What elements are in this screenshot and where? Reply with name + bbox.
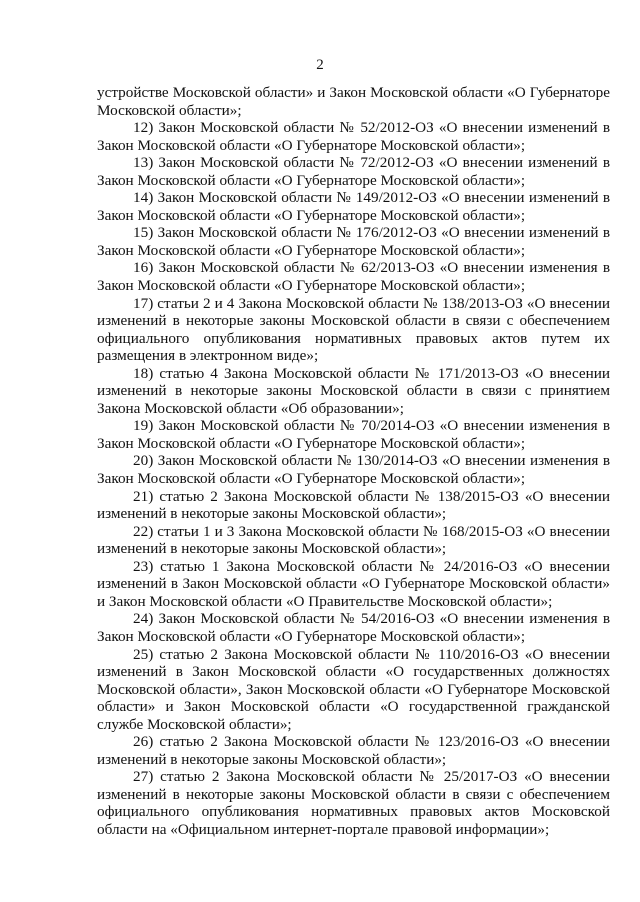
list-item-12: 12) Закон Московской области № 52/2012-ОЗ «О внесении изменений в Закон Московской области «О Губернаторе Московской области»; (97, 119, 610, 154)
list-item-20: 20) Закон Московской области № 130/2014-ОЗ «О внесении изменения в Закон Московской области «О Губернаторе Московской области»; (97, 452, 610, 488)
list-item-24: 24) Закон Московской области № 54/2016-ОЗ «О внесении изменения в Закон Московской области «О Губернаторе Московской области»; (97, 610, 610, 645)
list-item-19: 19) Закон Московской области № 70/2014-ОЗ «О внесении изменения в Закон Московской области «О Губернаторе Московской области»; (97, 417, 610, 452)
list-item-17: 17) статьи 2 и 4 Закона Московской области № 138/2013-ОЗ «О внесении изменений в некоторые законы Московской области в связи с обеспечением официального опубликования нормативных правовых актов путем их размещения в электронном виде»; (97, 294, 610, 365)
list-item-21: 21) статью 2 Закона Московской области № 138/2015-ОЗ «О внесении изменений в некоторые законы Московской области»; (97, 487, 610, 523)
list-item-26: 26) статью 2 Закона Московской области № 123/2016-ОЗ «О внесении изменений в некоторые законы Московской области»; (97, 733, 610, 768)
list-item-27: 27) статью 2 Закона Московской области № 25/2017-ОЗ «О внесении изменений в некоторые законы Московской области в связи с обеспечением официального опубликования нормативных правовых актов Московской области на «Официальном интернет-портале правовой информации»; (97, 768, 610, 838)
list-item-14: 14) Закон Московской области № 149/2012-ОЗ «О внесении изменений в Закон Московской области «О Губернаторе Московской области»; (97, 189, 610, 224)
list-item-16: 16) Закон Московской области № 62/2013-ОЗ «О внесении изменения в Закон Московской области «О Губернаторе Московской области»; (97, 259, 610, 295)
list-item-23: 23) статью 1 Закона Московской области № 24/2016-ОЗ «О внесении изменений в Закон Московской области «О Губернаторе Московской области» и Закон Московской области «О Правительстве Московской области»; (97, 557, 610, 610)
list-item-13: 13) Закон Московской области № 72/2012-ОЗ «О внесении изменений в Закон Московской области «О Губернаторе Московской области»; (97, 154, 610, 189)
page-number: 2 (316, 57, 324, 73)
list-item-25: 25) статью 2 Закона Московской области № 110/2016-ОЗ «О внесении изменений в Закон Московской области «О государственных должностях Московской области», Закон Московской области «О Губернаторе Московской области» и Закон Московской области «О государственной гражданской службе Московской области»; (97, 645, 610, 733)
list-item-15: 15) Закон Московской области № 176/2012-ОЗ «О внесении изменений в Закон Московской области «О Губернаторе Московской области»; (97, 224, 610, 259)
list-item-22: 22) статьи 1 и 3 Закона Московской области № 168/2015-ОЗ «О внесении изменений в некоторые законы Московской области»; (97, 522, 610, 558)
list-item-18: 18) статью 4 Закона Московской области № 171/2013-ОЗ «О внесении изменений в некоторые законы Московской области в связи с принятием Закона Московской области «Об образовании»; (97, 364, 610, 417)
document-body (97, 84, 610, 839)
paragraph-continuation: устройстве Московской области» и Закон Московской области «О Губернаторе Московской области»; (97, 84, 610, 119)
